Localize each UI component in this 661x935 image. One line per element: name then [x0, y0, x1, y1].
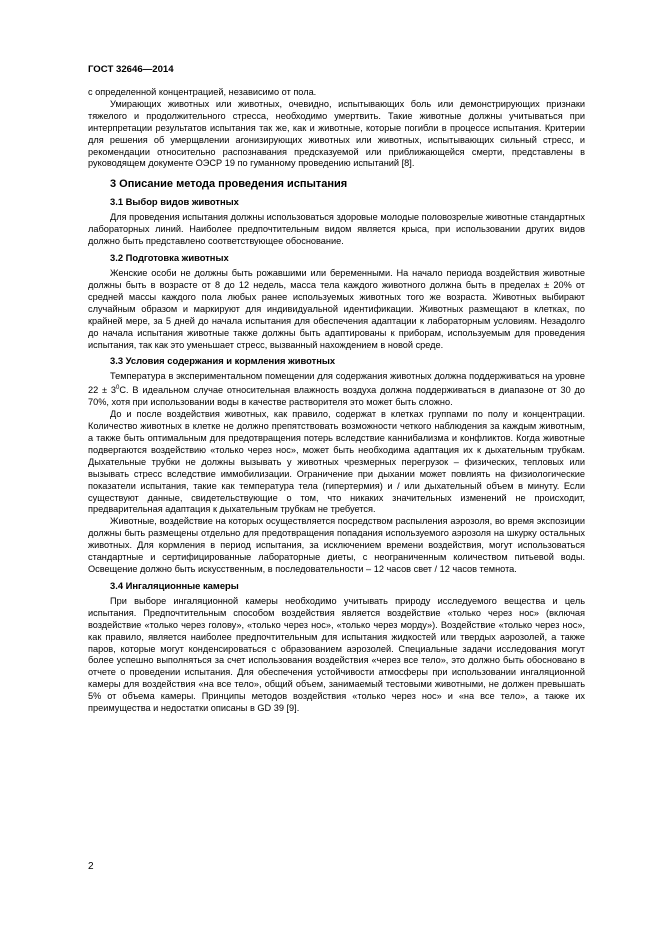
section-3-3-paragraph-1: [88, 371, 585, 409]
temperature-superscript: 0: [116, 385, 120, 392]
intro-paragraph-2: Умирающих животных или животных, очевидно, испытывающих боль или демонстрирующих признаки тяжелого и продолжительного стресса, необходимо умертвить. Такие животные должны учитываться при интерпретации результатов испытания так же, как и животные, которые погибли в процессе испытания. Критерии для решения об умерщвлении агонизирующих животных или животных, испытывающих сильный стресс, и рекомендации относительно распознавания предсказуемой или приближающейся смерти, представлены в руководящем документе ОЭСР 19 по гуманному проведению испытаний [8].: [88, 98, 585, 169]
section-3-title: 3 Описание метода проведения испытания: [110, 178, 348, 191]
section-3-3-paragraph-3: Животные, воздействие на которых осуществляется посредством распыления аэрозоля, во время экспозиции должны быть размещены отдельно для предотвращения попадания используемого аэрозоля на шкурку остальных животных. Для кормления в период испытания, за исключением времени воздействия, могут использоваться стандартные и сертифицированные лабораторные диеты, с неограниченным количеством питьевой воды. Освещение должно быть искусственным, в последовательности – 12 часов свет / 12 часов темнота.: [88, 516, 585, 574]
section-3-1-title: 3.1 Выбор видов животных: [110, 196, 239, 208]
section-3-1-paragraph-1: Для проведения испытания должны использоваться здоровые молодые половозрелые животные стандартных лабораторных линий. Наиболее предпочтительным видом является крыса, при использовании других видов должно быть представлено соответствующее обоснование.: [88, 212, 585, 247]
temperature-text-start: Температура в экспериментальном помещении для содержания животных должна поддерживаться на уровне 22 ± 3: [88, 371, 585, 396]
section-3-2-title: 3.2 Подготовка животных: [110, 252, 229, 264]
intro-paragraph-1: с определенной концентрацией, независимо от пола.: [88, 87, 317, 97]
section-3-3-paragraph-2: До и после воздействия животных, как правило, содержат в клетках группами по полу и концентрации. Количество животных в клетке не должно препятствовать возможности четкого наблюдения за каждым животным, а также быть оптимальным для предотвращения потерь вследствие каннибализма и конфликтов. Когда животные подвергаются воздействию «только через нос», может быть необходима адаптация их к дыхательным трубкам. Дыхательные трубки не должны вызывать у животных чрезмерных перегрузок – физических, тепловых или вызывать стресс вследствие иммобилизации. Ограничение при дыхании может повлиять на физиологические показатели испытания, такие как температура тела (гипертермия) и / или дыхательный объем в минуту. Если существуют данные, свидетельствующие о том, что никаких значительных изменений не происходит, предварительная адаптация к дыхательным трубкам не требуется.: [88, 409, 585, 515]
section-3-2-paragraph-1: Женские особи не должны быть рожавшими или беременными. На начало периода воздействия животные должны быть в возрасте от 8 до 12 недель, масса тела каждого животного должна быть в пределах ± 20% от средней массы каждого пола любых ранее используемых животных того же возраста. Животных выбирают случайным образом и маркируют для индивидуальной идентификации. Животных размещают в клетках, по крайней мере, за 5 дней до начала испытания для обеспечения адаптации к лабораторным условиям. Незадолго до начала испытания животные также должны быть адаптированы к приборам, используемым для проведения испытания, так как это уменьшает стресс, вызванный нахождением в новой среде.: [88, 268, 585, 350]
section-3-3-title: 3.3 Условия содержания и кормления животных: [110, 355, 336, 367]
document-header: ГОСТ 32646—2014: [88, 64, 174, 75]
document-body: [88, 87, 585, 715]
temperature-text-end: С. В идеальном случае относительная влажность воздуха должна поддерживаться в диапазоне от 30 до 70%, хотя при использовании воды в качестве растворителя это может быть сложно.: [88, 385, 585, 408]
section-3-4-title: 3.4 Ингаляционные камеры: [110, 579, 239, 591]
page-number: 2: [88, 861, 94, 872]
section-3-4-paragraph-1: При выборе ингаляционной камеры необходимо учитывать природу исследуемого вещества и цель испытания. Предпочтительным способом воздействия является воздействие «только через нос» (включая воздействие «только через голову», «только через нос», «только через морду»). Воздействие «только через нос», как правило, является наиболее предпочтительным для испытания жидкостей или твердых аэрозолей, а также паров, которые могут конденсироваться с образованием аэрозолей. Специальные задачи исследования могут более успешно выполняться за счет использования воздействия «через все тело», это должно быть обосновано в отчете о проведении испытания. Для обеспечения устойчивости атмосферы при использовании ингаляционной камеры для воздействия «на все тело», общий объем, занимаемый тестовыми животными, не должен превышать 5% от объема камеры. Принципы методов воздействия «только через нос» и «на все тело», а также их преимущества и недостатки описаны в GD 39 [9].: [88, 595, 585, 714]
